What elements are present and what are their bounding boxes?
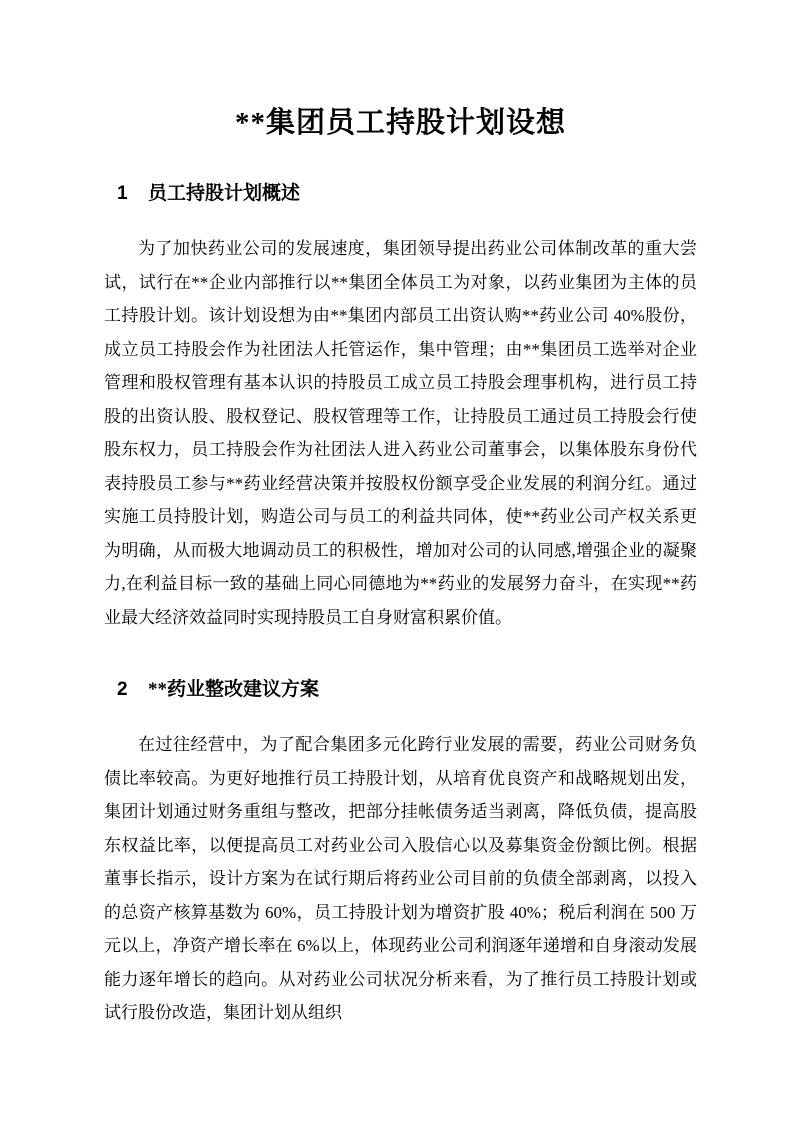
section-2-heading-text: **药业整改建议方案 (148, 679, 320, 700)
document-content (104, 0, 697, 1030)
section-2-number: 2 (117, 679, 128, 700)
section-1-paragraph: 为了加快药业公司的发展速度，集团领导提出药业公司体制改革的重大尝试，试行在**企业内部推行以**集团全体员工为对象，以药业集团为主体的员工持股计划。该计划设想为由**集团内部员工出资认购**药业公司 40%股份，成立员工持股会作为社团法人托管运作，集中管理；由**集团员工选举对企业管理和股权管理有基本认识的持股员工成立员工持股会理事机构，进行员工持股的出资认股、股权登记、股权管理等工作，让持股员工通过员工持股会行使股东权力，员工持股会作为社团法人进入药业公司董事会，以集体股东身份代表持股员工参与**药业经营决策并按股权份额享受企业发展的利润分红。通过实施工员持股计划，购造公司与员工的利益共同体，使**药业公司产权关系更为明确，从而极大地调动员工的积极性，增加对公司的认同感,增强企业的凝聚力,在利益目标一致的基础上同心同德地为**药业的发展努力奋斗，在实现**药业最大经济效益同时实现持股员工自身财富积累价值。 (104, 239, 697, 627)
document-title: **集团员工持股计划设想 (234, 107, 566, 139)
section-1-heading-text: 员工持股计划概述 (148, 183, 301, 204)
section-1-number: 1 (117, 183, 128, 204)
section-2-heading (104, 678, 697, 702)
section-2-paragraph: 在过往经营中，为了配合集团多元化跨行业发展的需要，药业公司财务负债比率较高。为更好地推行员工持股计划，从培育优良资产和战略规划出发，集团计划通过财务重组与整改，把部分挂帐债务适当剥离，降低负债，提高股东权益比率，以便提高员工对药业公司入股信心以及募集资金份额比例。根据董事长指示，设计方案为在试行期后将药业公司目前的负债全部剥离，以投入的总资产核算基数为 60%，员工持股计划为增资扩股 40%；税后利润在 500 万元以上，净资产增长率在 6%以上，体现药业公司利润逐年递增和自身滚动发展能力逐年增长的趋向。从对药业公司状况分析来看，为了推行员工持股计划或试行股份改造，集团计划从组织 (104, 735, 697, 1022)
section-1-heading (104, 182, 697, 206)
